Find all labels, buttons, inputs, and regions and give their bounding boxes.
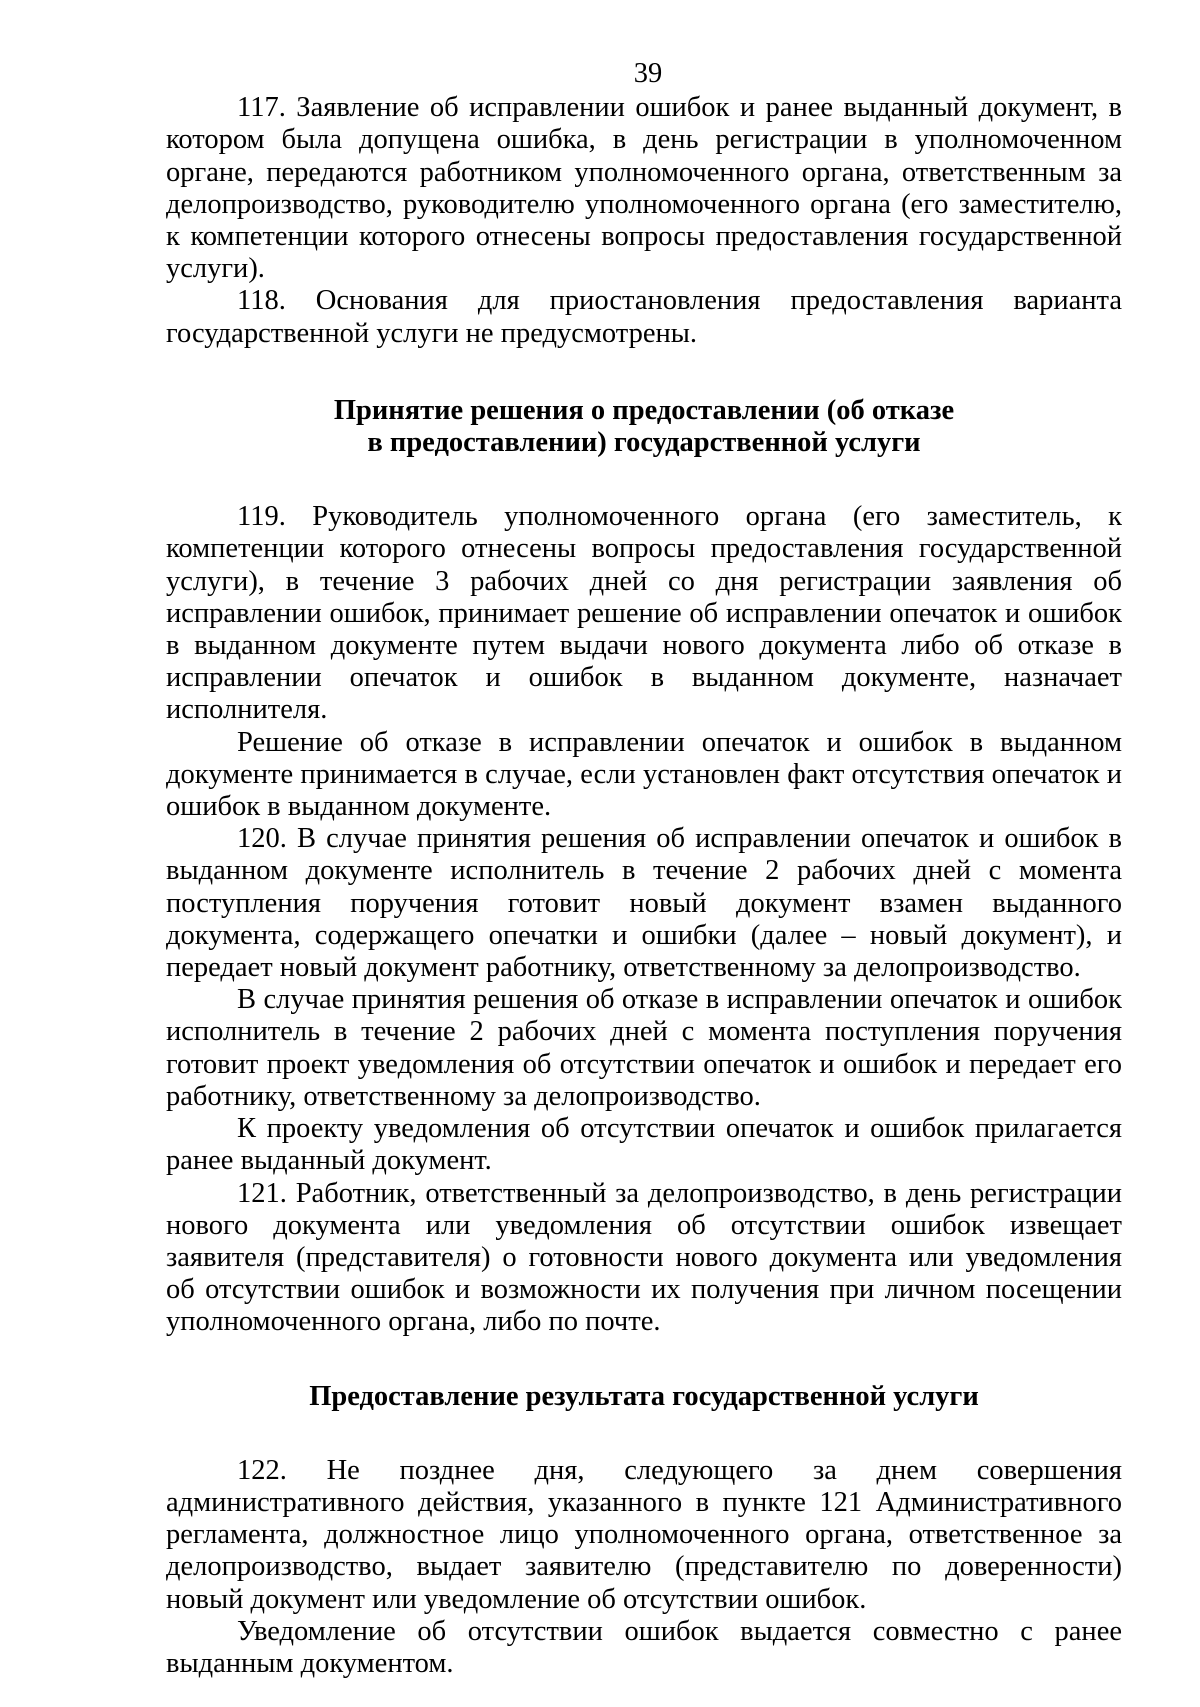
section-heading-decision (166, 395, 1122, 459)
section-heading-result: Предоставление результата государственной услуги (309, 1380, 979, 1412)
paragraph-120: 120. В случае принятия решения об исправлении опечаток и ошибок в выданном документе исполнитель в течение 2 рабочих дней с момента поступления поручения готовит новый документ взамен выданного документа, содержащего опечатки и ошибки (далее – новый документ), и передает новый документ работнику, ответственному за делопроизводство. (166, 823, 1122, 984)
page-number: 39 (633, 58, 663, 89)
paragraph-117: 117. Заявление об исправлении ошибок и ранее выданный документ, в котором была допущена ошибка, в день регистрации в уполномоченном органе, передаются работником уполномоченного органа, ответственным за делопроизводство, руководителю уполномоченного органа (его заместителю, к компетенции которого отнесены вопросы предоставления государственной услуги). (166, 92, 1122, 285)
paragraph-121: 121. Работник, ответственный за делопроизводство, в день регистрации нового документа или уведомления об отсутствии ошибок извещает заявителя (представителя) о готовности нового документа или уведомления об отсутствии ошибок и возможности их получения при личном посещении уполномоченного органа, либо по почте. (166, 1177, 1122, 1338)
document-page (166, 58, 1122, 1680)
paragraph-119: 119. Руководитель уполномоченного органа (его заместитель, к компетенции которого отнесены вопросы предоставления государственной услуги), в течение 3 рабочих дней со дня регистрации заявления об исправлении ошибок, принимает решение об исправлении опечаток и ошибок в выданном документе путем выдачи нового документа либо об отказе в исправлении опечаток и ошибок в выданном документе, назначает исполнителя. (166, 501, 1122, 726)
paragraph-refusal-case: В случае принятия решения об отказе в исправлении опечаток и ошибок исполнитель в течение 2 рабочих дней с момента поступления поручения готовит проект уведомления об отсутствии опечаток и ошибок и передает его работнику, ответственному за делопроизводство. (166, 984, 1122, 1112)
paragraph-refusal-decision: Решение об отказе в исправлении опечаток и ошибок в выданном документе принимается в случае, если установлен факт отсутствия опечаток и ошибок в выданном документе. (166, 726, 1122, 823)
paragraph-notification: Уведомление об отсутствии ошибок выдается совместно с ранее выданным документом. (166, 1615, 1122, 1679)
paragraph-attachment: К проекту уведомления об отсутствии опечаток и ошибок прилагается ранее выданный документ. (166, 1113, 1122, 1177)
section-heading-decision-line-2: в предоставлении) государственной услуги (367, 427, 921, 459)
section-heading-decision-line-1: Принятие решения о предоставлении (об отказе (333, 394, 955, 426)
paragraph-122: 122. Не позднее дня, следующего за днем совершения административного действия, указанного в пункте 121 Административного регламента, должностное лицо уполномоченного органа, ответственное за делопроизводство, выдает заявителю (представителю по доверенности) новый документ или уведомление об отсутствии ошибок. (166, 1454, 1122, 1615)
paragraph-118: 118. Основания для приостановления предоставления варианта государственной услуги не предусмотрены. (166, 285, 1122, 349)
